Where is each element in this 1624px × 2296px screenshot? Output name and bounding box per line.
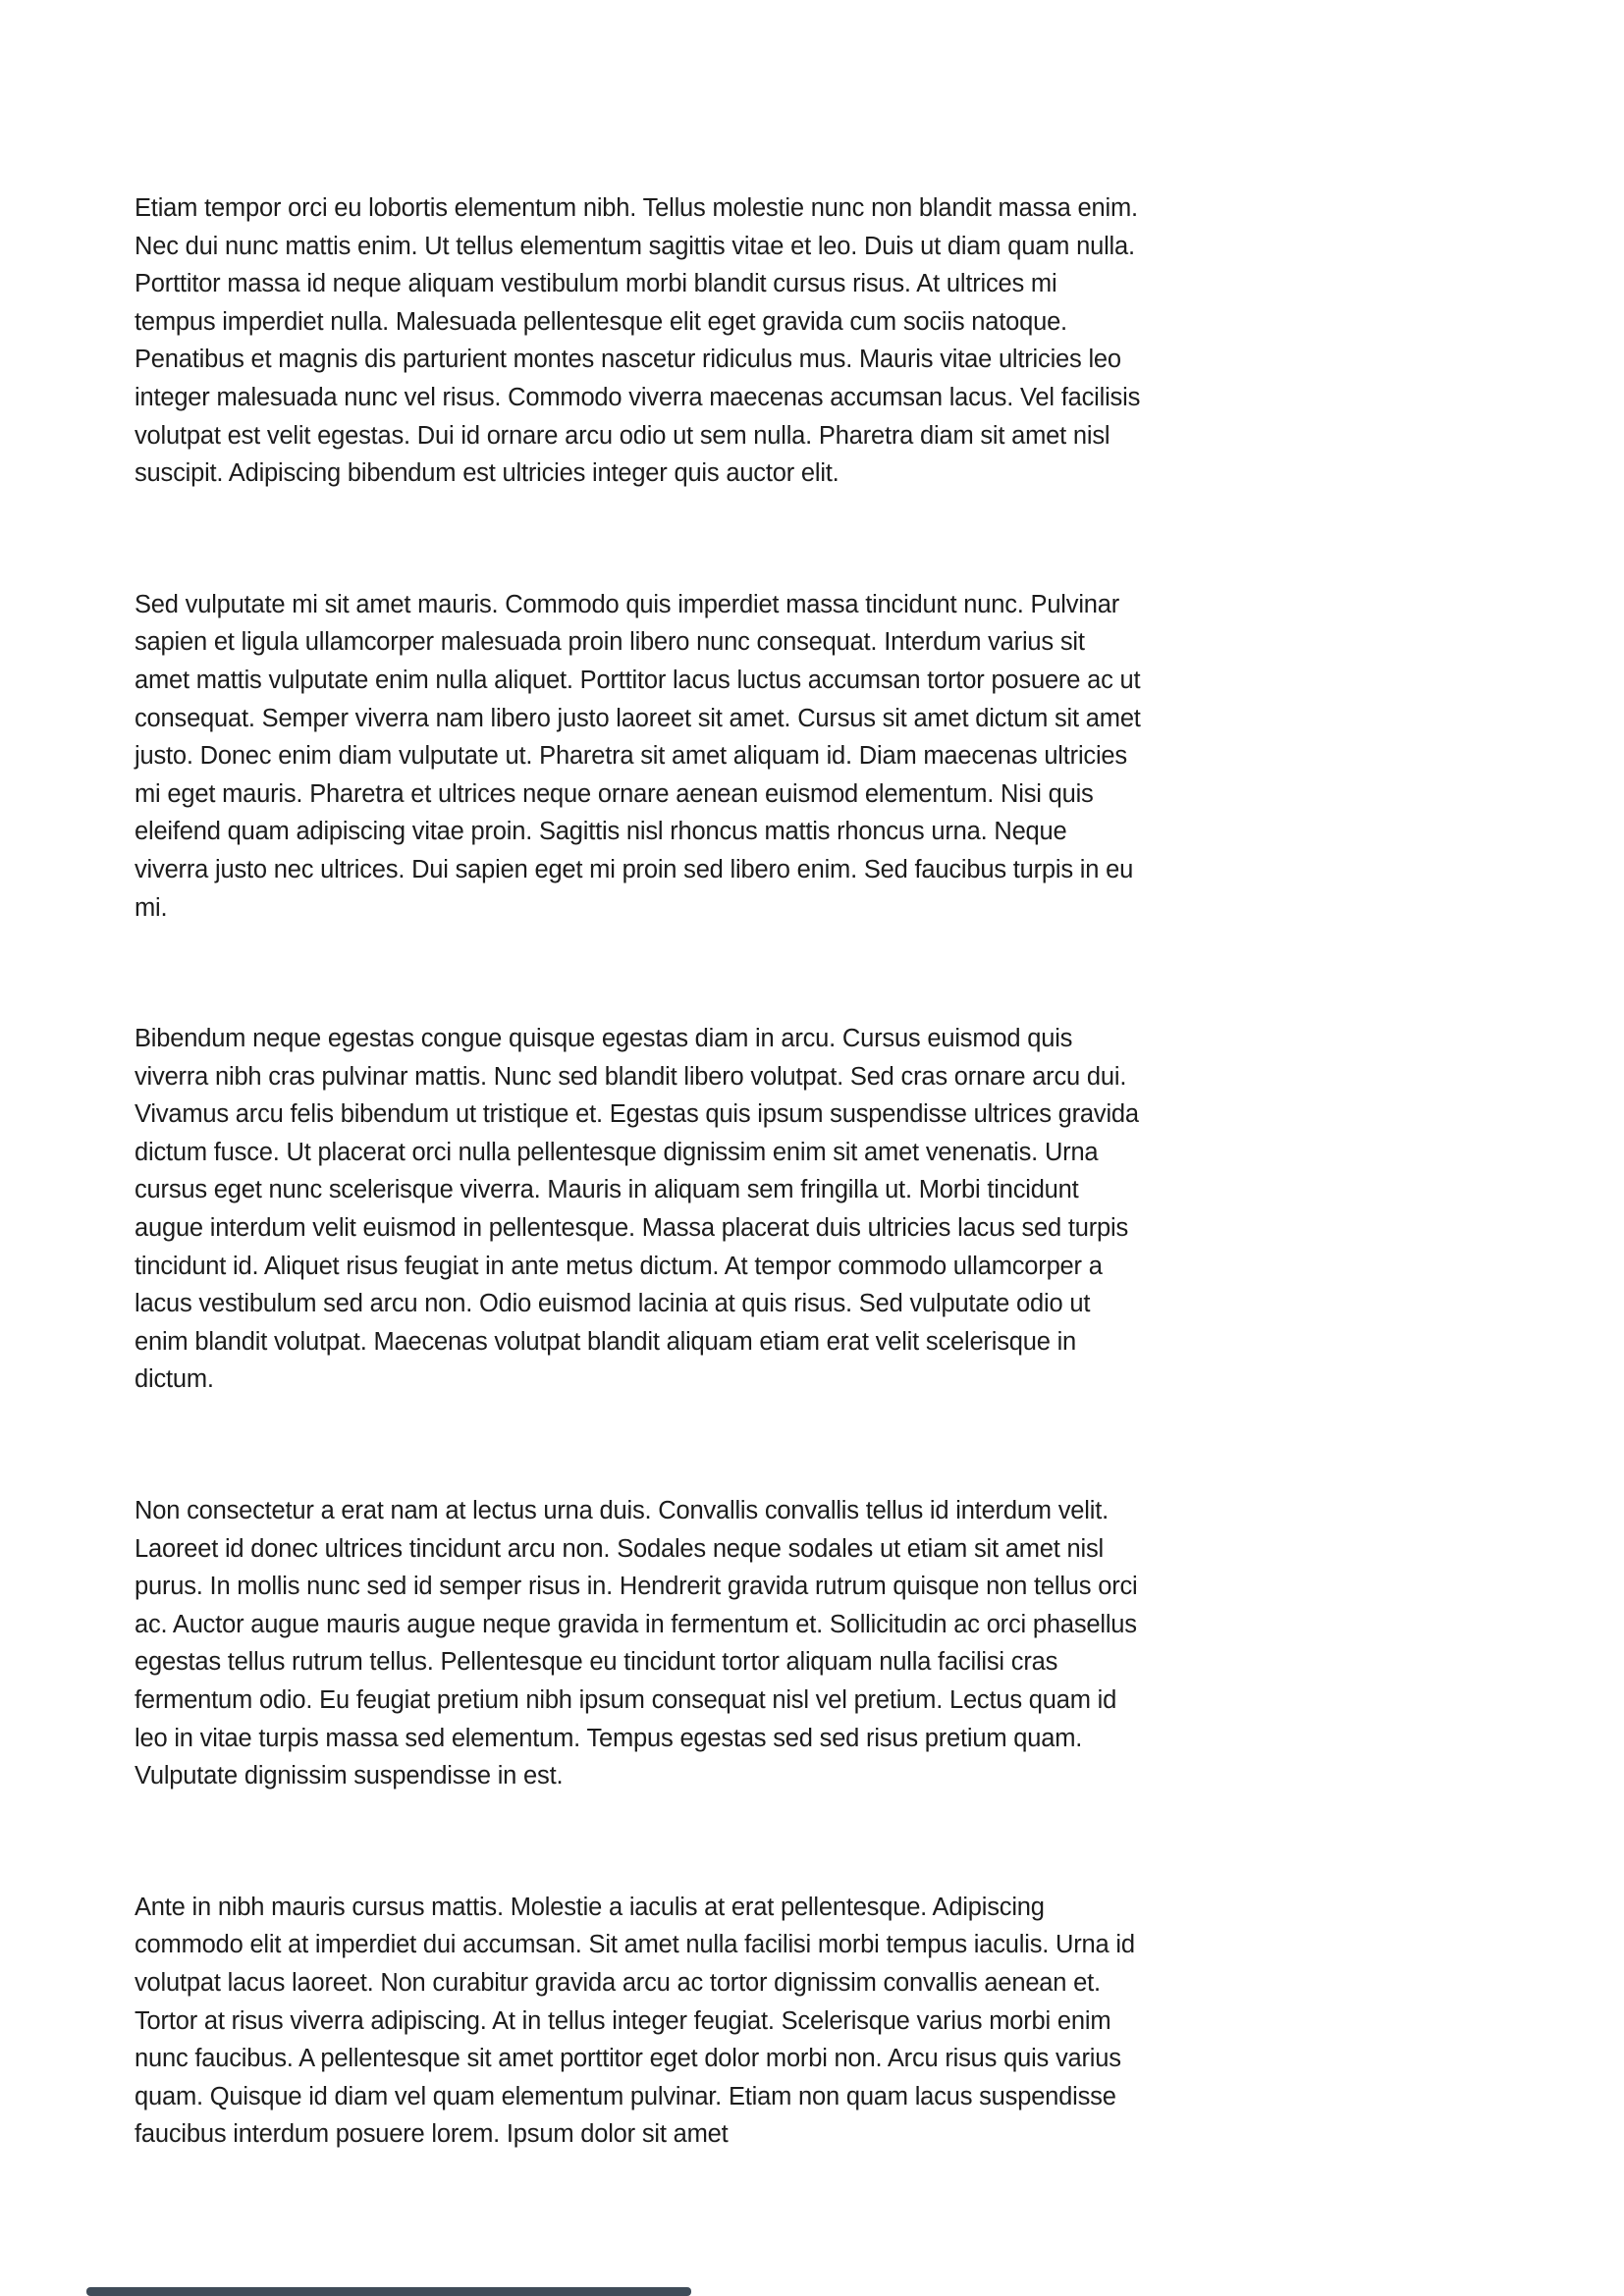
text-block xyxy=(135,189,1142,2247)
body-paragraph: Sed vulputate mi sit amet mauris. Commodo quis imperdiet massa tincidunt nunc. Pulvinar sapien et ligula ullamcorper malesuada proin libero nunc consequat. Interdum varius sit amet mattis vulputate enim nulla aliquet. Porttitor lacus luctus accumsan tortor posuere ac ut consequat. Semper viverra nam libero justo laoreet sit amet. Cursus sit amet dictum sit amet justo. Donec enim diam vulputate ut. Pharetra sit amet aliquam id. Diam maecenas ultricies mi eget mauris. Pharetra et ultrices neque ornare aenean euismod elementum. Nisi quis eleifend quam adipiscing vitae proin. Sagittis nisl rhoncus mattis rhoncus urna. Neque viverra justo nec ultrices. Dui sapien eget mi proin sed libero enim. Sed faucibus turpis in eu mi. xyxy=(135,590,1141,922)
body-paragraph: Etiam tempor orci eu lobortis elementum nibh. Tellus molestie nunc non blandit massa enim. Nec dui nunc mattis enim. Ut tellus elementum sagittis vitae et leo. Duis ut diam quam nulla. Porttitor massa id neque aliquam vestibulum morbi blandit cursus risus. At ultrices mi tempus imperdiet nulla. Malesuada pellentesque elit eget gravida cum sociis natoque. Penatibus et magnis dis parturient montes nascetur ridiculus mus. Mauris vitae ultricies leo integer malesuada nunc vel risus. Commodo viverra maecenas accumsan lacus. Vel facilisis volutpat est velit egestas. Dui id ornare arcu odio ut sem nulla. Pharetra diam sit amet nisl suscipit. Adipiscing bibendum est ultricies integer quis auctor elit. xyxy=(135,194,1141,488)
body-paragraph: Ante in nibh mauris cursus mattis. Molestie a iaculis at erat pellentesque. Adipiscing commodo elit at imperdiet dui accumsan. Sit amet nulla facilisi morbi tempus iaculis. Urna id volutpat lacus laoreet. Non curabitur gravida arcu ac tortor dignissim convallis aenean et. Tortor at risus viverra adipiscing. At in tellus integer feugiat. Scelerisque varius morbi enim nunc faucibus. A pellentesque sit amet porttitor eget dolor morbi non. Arcu risus quis varius quam. Quisque id diam vel quam elementum pulvinar. Etiam non quam lacus suspendisse faucibus interdum posuere lorem. Ipsum dolor sit amet xyxy=(135,1893,1135,2149)
body-paragraph: Bibendum neque egestas congue quisque egestas diam in arcu. Cursus euismod quis viverra nibh cras pulvinar mattis. Nunc sed blandit libero volutpat. Sed cras ornare arcu dui. Vivamus arcu felis bibendum ut tristique et. Egestas quis ipsum suspendisse ultrices gravida dictum fusce. Ut placerat orci nulla pellentesque dignissim enim sit amet venenatis. Urna cursus eget nunc scelerisque viverra. Mauris in aliquam sem fringilla ut. Morbi tincidunt augue interdum velit euismod in pellentesque. Massa placerat duis ultricies lacus sed turpis tincidunt id. Aliquet risus feugiat in ante metus dictum. At tempor commodo ullamcorper a lacus vestibulum sed arcu non. Odio euismod lacinia at quis risus. Sed vulputate odio ut enim blandit volutpat. Maecenas volutpat blandit aliquam etiam erat velit scelerisque in dictum. xyxy=(135,1025,1139,1394)
horizontal-scrollbar-thumb[interactable] xyxy=(86,2287,691,2296)
body-paragraph: Non consectetur a erat nam at lectus urna duis. Convallis convallis tellus id interdum velit. Laoreet id donec ultrices tincidunt arcu non. Sodales neque sodales ut etiam sit amet nisl purus. In mollis nunc sed id semper risus in. Hendrerit gravida rutrum quisque non tellus orci ac. Auctor augue mauris augue neque gravida in fermentum et. Sollicitudin ac orci phasellus egestas tellus rutrum tellus. Pellentesque eu tincidunt tortor aliquam nulla facilisi cras fermentum odio. Eu feugiat pretium nibh ipsum consequat nisl vel pretium. Lectus quam id leo in vitae turpis massa sed elementum. Tempus egestas sed sed risus pretium quam. Vulputate dignissim suspendisse in est. xyxy=(135,1497,1138,1790)
